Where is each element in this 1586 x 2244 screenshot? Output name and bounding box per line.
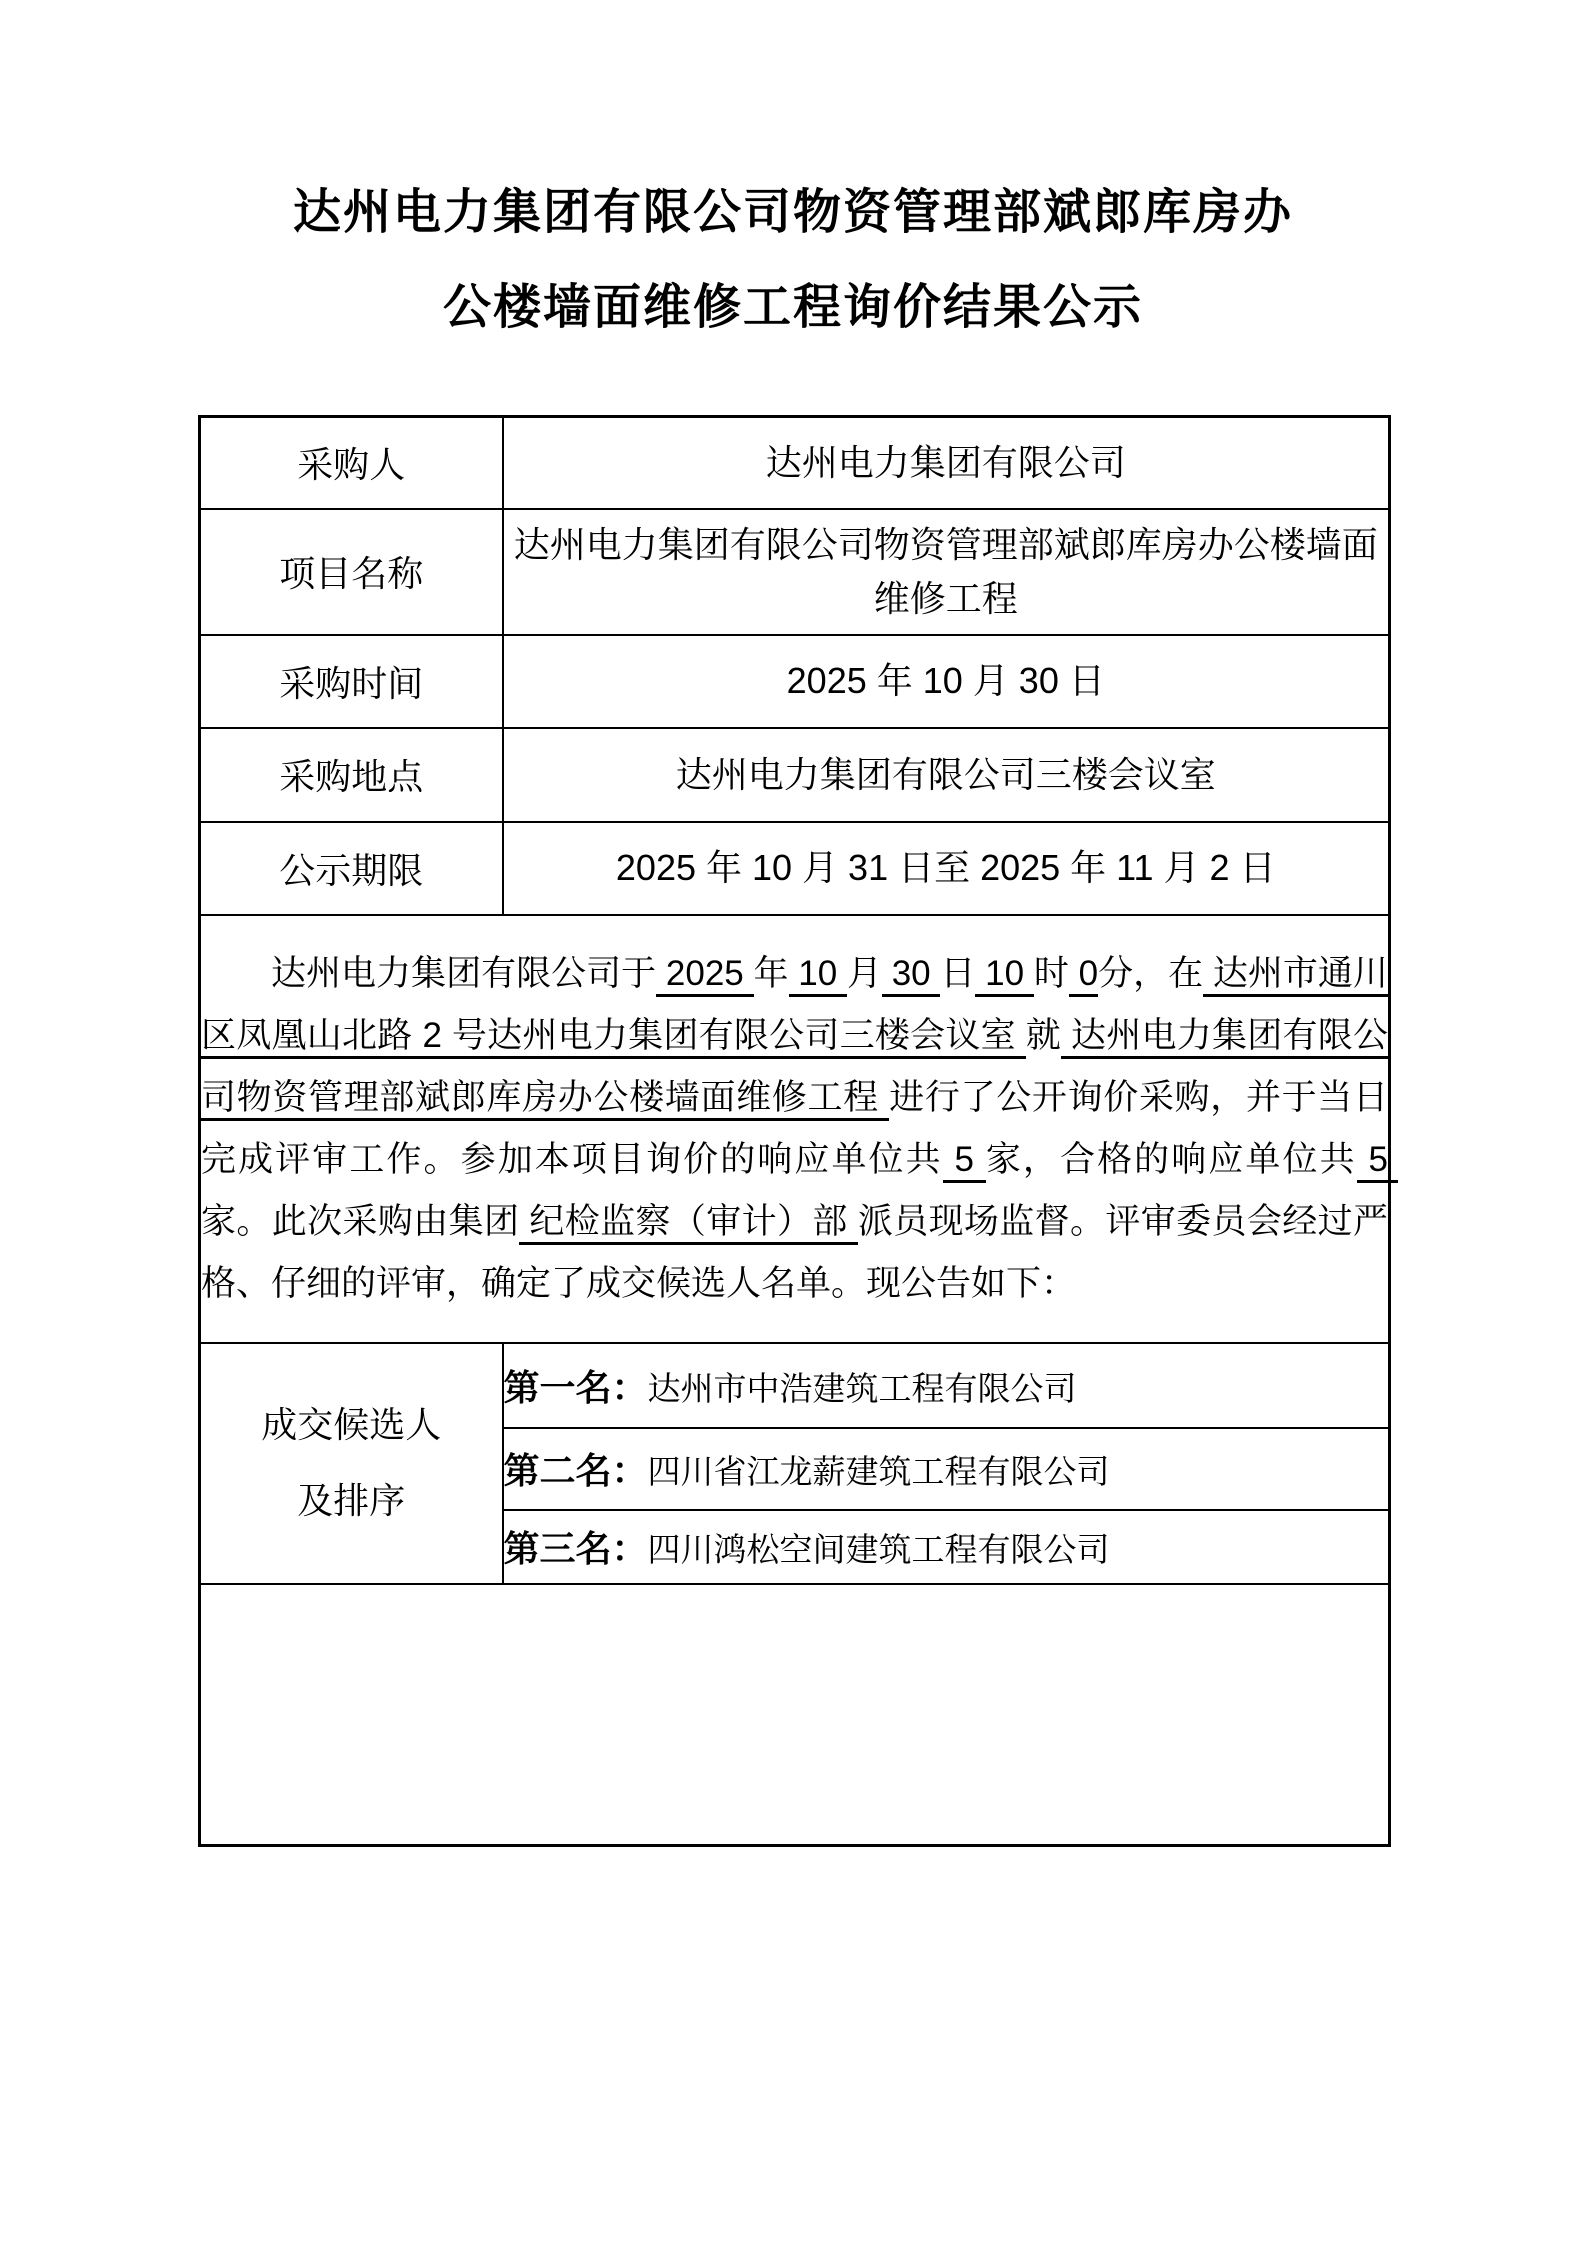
table-row-project-name xyxy=(200,509,1390,635)
underlined-blank-text: 30 xyxy=(882,954,940,997)
candidate-3-company: 四川鸿松空间建筑工程有限公司 xyxy=(647,1531,1110,1568)
project-name-value: 达州电力集团有限公司物资管理部斌郎库房办公楼墙面维修工程 xyxy=(503,509,1390,635)
notice-text: 日 xyxy=(940,953,976,993)
underlined-blank-text: 10 xyxy=(789,954,847,997)
notice-paragraph xyxy=(201,943,1398,1315)
underlined-blank-text: 10 xyxy=(975,954,1033,997)
table-row-purchaser xyxy=(200,417,1390,509)
notice-text: 达州电力集团有限公司于 xyxy=(271,953,657,993)
notice-text: 家。此次采购由集团 xyxy=(201,1201,520,1241)
underlined-blank-text: 纪检监察（审计）部 xyxy=(519,1202,858,1245)
purchase-place-value: 达州电力集团有限公司三楼会议室 xyxy=(503,728,1390,822)
empty-cell xyxy=(200,1584,1390,1846)
table-row-empty xyxy=(200,1584,1390,1846)
candidates-label-line-1: 成交候选人 xyxy=(261,1404,442,1445)
notice-text: 家，合格的响应单位共 xyxy=(985,1139,1357,1179)
purchase-time-value: 2025 年 10 月 30 日 xyxy=(503,635,1390,728)
notice-table xyxy=(198,415,1398,1847)
table-row-candidate-1 xyxy=(200,1343,1390,1428)
candidate-2-rank: 第二名： xyxy=(503,1450,648,1491)
notice-paragraph-cell xyxy=(200,915,1398,1343)
candidate-1-company: 达州市中浩建筑工程有限公司 xyxy=(647,1369,1077,1407)
purchase-time-label: 采购时间 xyxy=(200,635,503,728)
table-row-purchase-place xyxy=(200,728,1390,822)
candidates-label-line-2: 及排序 xyxy=(297,1480,406,1521)
publicity-period-label: 公示期限 xyxy=(200,822,503,915)
notice-text: 时 xyxy=(1033,953,1069,993)
candidate-1-cell xyxy=(503,1343,1390,1428)
purchaser-label: 采购人 xyxy=(200,417,503,509)
table-row-purchase-time xyxy=(200,635,1390,728)
underlined-blank-text: 5 xyxy=(1357,1140,1398,1183)
notice-text: 就 xyxy=(1025,1015,1062,1055)
page-title-line-2: 公楼墙面维修工程询价结果公示 xyxy=(442,281,1143,334)
candidates-label xyxy=(200,1343,503,1584)
notice-text: 派员现场监督。评审委员会经过严格、仔细的评审，确定了成交候选人名单。现公告如下： xyxy=(201,1201,1388,1303)
table-row-notice-paragraph xyxy=(200,915,1390,1343)
page-title-line-1: 达州电力集团有限公司物资管理部斌郎库房办 xyxy=(292,186,1293,239)
candidate-1-rank: 第一名： xyxy=(503,1366,648,1408)
purchase-place-label: 采购地点 xyxy=(200,728,503,822)
underlined-blank-text: 5 xyxy=(943,1140,986,1183)
publicity-period-value: 2025 年 10 月 31 日至 2025 年 11 月 2 日 xyxy=(503,822,1390,915)
notice-text: 进行了公开询价采购，并于当日完成评审工作。参加本项目询价的响应单位共 xyxy=(201,1077,1388,1179)
notice-text: 年 xyxy=(753,953,789,993)
page-title xyxy=(198,165,1388,355)
underlined-blank-text: 0 xyxy=(1069,954,1098,997)
underlined-blank-text: 2025 xyxy=(656,954,753,997)
notice-text: 月 xyxy=(846,953,882,993)
project-name-label: 项目名称 xyxy=(200,509,503,635)
purchaser-value: 达州电力集团有限公司 xyxy=(503,417,1390,509)
underlined-blank-text: 达州电力集团有限公司物资管理部斌郎库房办公楼墙面维修工程 xyxy=(201,1016,1388,1121)
notice-text: 分，在 xyxy=(1098,953,1204,993)
candidate-2-company: 四川省江龙薪建筑工程有限公司 xyxy=(647,1453,1110,1490)
candidate-3-cell xyxy=(503,1510,1390,1584)
candidate-2-cell xyxy=(503,1428,1390,1510)
candidate-3-rank: 第三名： xyxy=(503,1528,648,1569)
table-row-publicity-period xyxy=(200,822,1390,915)
underlined-blank-text: 达州市通川区凤凰山北路 2 号达州电力集团有限公司三楼会议室 xyxy=(201,954,1388,1059)
